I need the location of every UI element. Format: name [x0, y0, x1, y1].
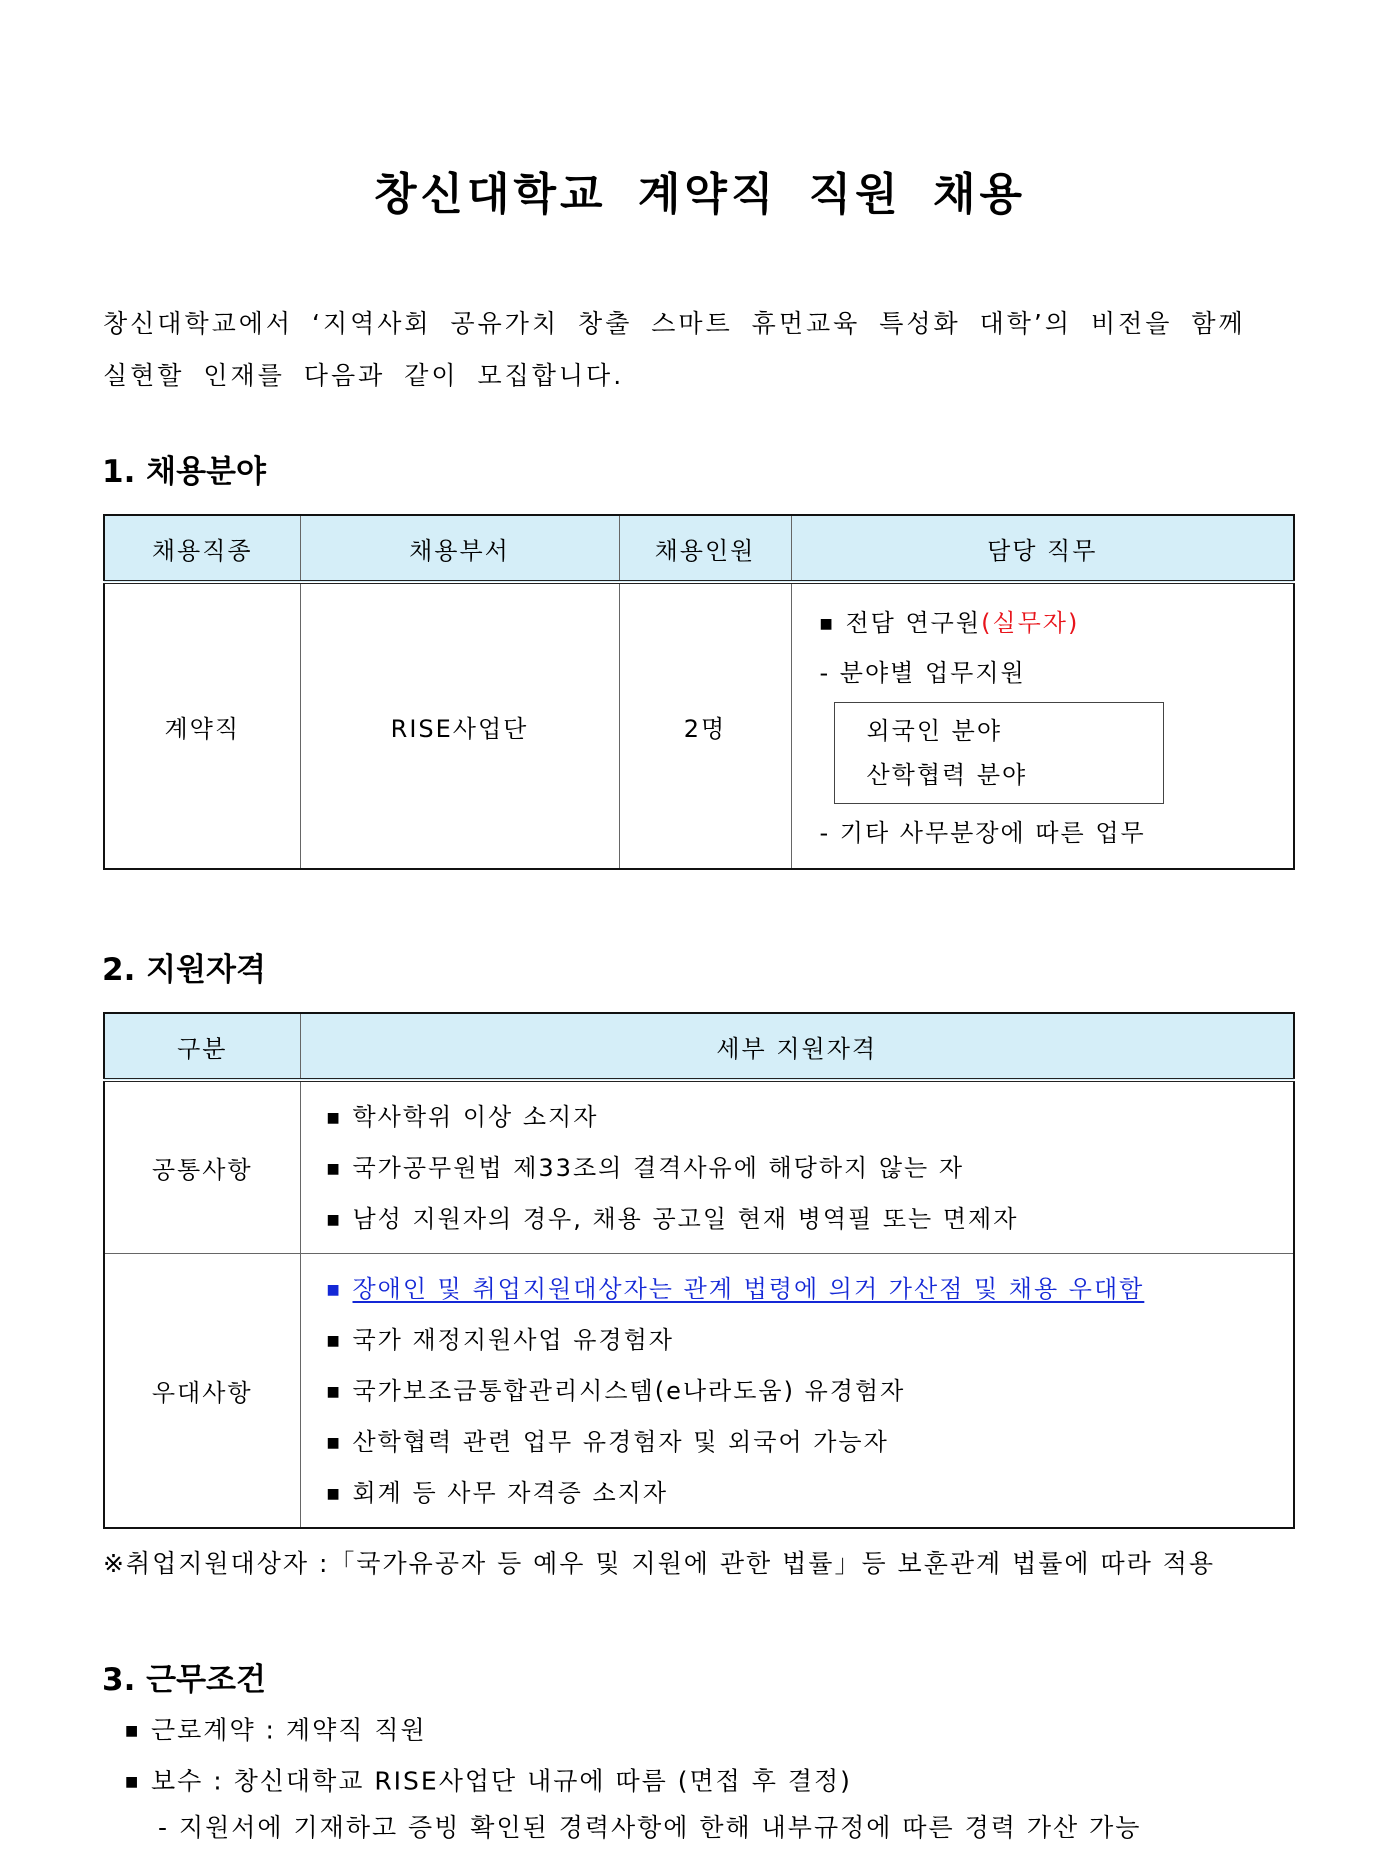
- condition-item-2: ■ 보수 : 창신대학교 RISE사업단 내규에 따름 (면접 후 결정): [125, 1757, 852, 1808]
- qualification-table: [103, 1012, 1295, 1529]
- list-item: ■ 산학협력 관련 업무 유경험자 및 외국어 가능자: [327, 1417, 1294, 1468]
- list-item-highlight: [327, 1264, 1294, 1315]
- preferred-highlight-link[interactable]: 장애인 및 취업지원대상자는 관계 법령에 의거 가산점 및 채용 우대함: [352, 1275, 1145, 1303]
- intro-paragraph: [103, 298, 1298, 402]
- square-bullet-icon: ■: [326, 1383, 342, 1400]
- list-item: ■ 국가공무원법 제33조의 결격사유에 해당하지 않는 자: [327, 1143, 1294, 1194]
- recruitment-field-table: [103, 514, 1295, 870]
- table-row: [104, 582, 1294, 869]
- col-header-duty: 담당 직무: [791, 515, 1294, 582]
- intro-line-1: 창신대학교에서 ‘지역사회 공유가치 창출 스마트 휴먼교육 특성화 대학’의 비전을 함께: [103, 309, 1246, 338]
- cell-duty: [791, 582, 1294, 869]
- duty-box-item-2: 산학협력 분야: [866, 761, 1028, 789]
- cell-preferred-items: [300, 1254, 1294, 1529]
- list-item: ■ 학사학위 이상 소지자: [327, 1092, 1294, 1143]
- section-3-heading: 3. 근무조건: [102, 1662, 266, 1698]
- duty-main: [820, 598, 1294, 648]
- list-item: ■ 남성 지원자의 경우, 채용 공고일 현재 병역필 또는 면제자: [327, 1194, 1294, 1245]
- intro-line-2: 실현할 인재를 다음과 같이 모집합니다.: [103, 361, 625, 390]
- col-header-headcount: 채용인원: [619, 515, 791, 582]
- section-2-heading: 2. 지원자격: [102, 952, 266, 988]
- cell-department: RISE사업단: [300, 582, 619, 869]
- col-header-detail: 세부 지원자격: [300, 1013, 1294, 1080]
- square-bullet-icon: ■: [125, 1723, 141, 1739]
- square-bullet-icon: ■: [326, 1211, 342, 1228]
- duty-sub-2: - 기타 사무분장에 따른 업무: [819, 819, 1146, 847]
- square-bullet-icon: ■: [326, 1485, 342, 1502]
- duty-main-text: 전담 연구원: [845, 609, 982, 637]
- duty-box-item-1: 외국인 분야: [866, 717, 1003, 745]
- square-bullet-icon: ■: [326, 1332, 342, 1349]
- page-title: 창신대학교 계약직 직원 채용: [373, 169, 1026, 220]
- square-bullet-icon: ■: [326, 1109, 342, 1126]
- eligibility-note: ※취업지원대상자 :「국가유공자 등 예우 및 지원에 관한 법률」등 보훈관계 법률에 따라 적용: [103, 1549, 1216, 1578]
- section-1-heading: 1. 채용분야: [102, 454, 266, 490]
- square-bullet-icon: ■: [125, 1774, 141, 1790]
- col-header-job-type: 채용직종: [104, 515, 300, 582]
- table-row: [104, 1254, 1294, 1529]
- list-item: ■ 회계 등 사무 자격증 소지자: [327, 1468, 1294, 1519]
- col-header-category: 구분: [104, 1013, 300, 1080]
- square-bullet-icon: ■: [326, 1160, 342, 1177]
- col-header-department: 채용부서: [300, 515, 619, 582]
- duty-main-highlight: (실무자): [981, 609, 1080, 637]
- table-header-row: [104, 1013, 1294, 1080]
- cell-common-items: [300, 1080, 1294, 1254]
- cell-preferred-label: 우대사항: [104, 1254, 300, 1529]
- cell-headcount: 2명: [619, 582, 791, 869]
- list-item: ■ 국가 재정지원사업 유경험자: [327, 1315, 1294, 1366]
- duty-sub-1: - 분야별 업무지원: [819, 659, 1026, 687]
- table-header-row: [104, 515, 1294, 582]
- cell-job-type: 계약직: [104, 582, 300, 869]
- cell-common-label: 공통사항: [104, 1080, 300, 1254]
- square-bullet-icon: ■: [326, 1434, 342, 1451]
- square-bullet-icon: ■: [326, 1281, 342, 1298]
- table-row: [104, 1080, 1294, 1254]
- condition-sub-item: - 지원서에 기재하고 증빙 확인된 경력사항에 한해 내부규정에 따른 경력 가산 가능: [158, 1813, 1142, 1842]
- list-item: ■ 국가보조금통합관리시스템(e나라도움) 유경험자: [327, 1366, 1294, 1417]
- duty-field-box: [834, 702, 1164, 804]
- square-bullet-icon: ■: [819, 615, 835, 632]
- condition-item-1: ■ 근로계약 : 계약직 직원: [125, 1706, 427, 1757]
